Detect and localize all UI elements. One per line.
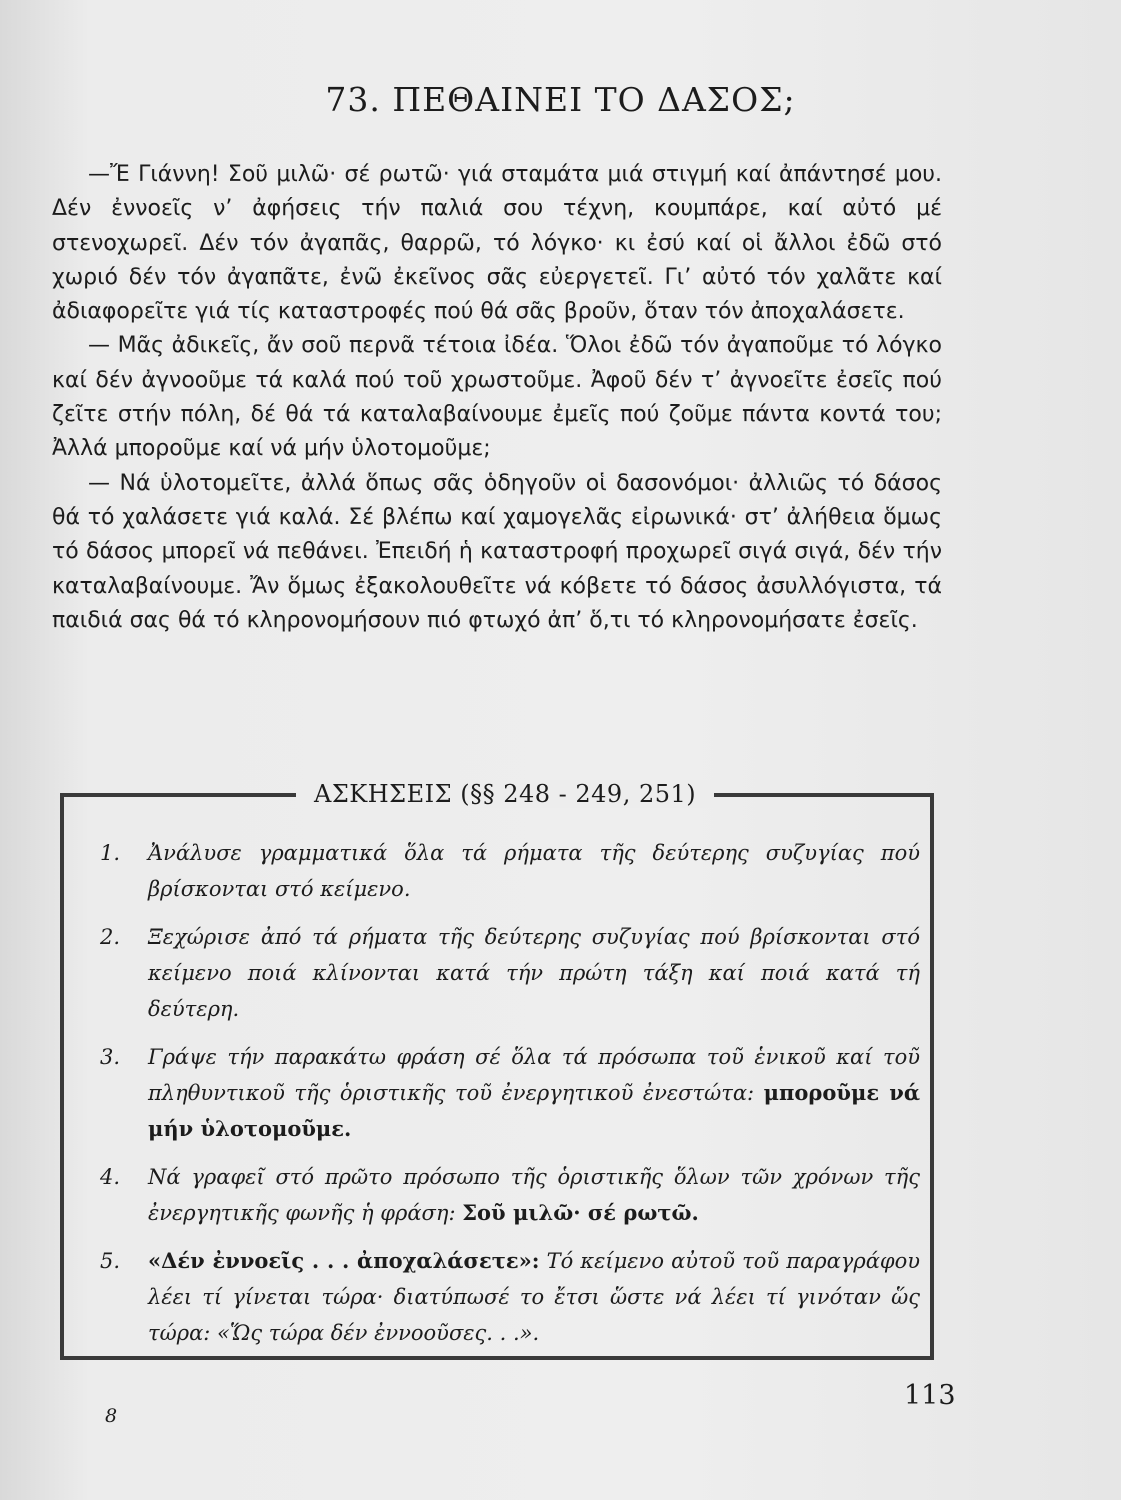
exercise-phrase: «Δέν ἐννοεῖς . . . ἀποχαλάσετε»:	[148, 1248, 540, 1273]
paragraph: —Ἔ Γιάννη! Σοῦ μιλῶ· σέ ρωτῶ· γιά σταμάτα μιά στιγμή καί ἀπάντησέ μου. Δέν ἐννοεῖς ν’ ἀφήσεις τήν παλιά σου τέχνη, κουμπάρε, καί αὐτό μέ στενοχωρεῖ. Δέν τόν ἀγαπᾶς, θαρρῶ, τό λόγκο· κι ἐσύ καί οἱ ἄλλοι ἐδῶ στό χωριό δέν τόν ἀγαπᾶτε, ἐνῶ ἐκεῖνος σᾶς εὐεργετεῖ. Γι’ αὐτό τόν χαλᾶτε καί ἀδιαφορεῖτε γιά τίς καταστροφές πού θά σᾶς βροῦν, ὅταν τόν ἀποχαλάσετε.	[52, 162, 942, 325]
exercise-number: 2.	[100, 925, 121, 949]
exercise-number: 1.	[100, 841, 121, 865]
exercise-item	[100, 1039, 920, 1147]
exercise-number: 4.	[100, 1165, 121, 1189]
exercise-text	[148, 1159, 920, 1231]
exercise-number: 3.	[100, 1045, 121, 1069]
exercise-phrase: μποροῦμε νά μήν ὑλοτομοῦμε.	[148, 1080, 920, 1141]
paragraph: — Νά ὑλοτομεῖτε, ἀλλά ὅπως σᾶς ὁδηγοῦν οἱ δασονόμοι· ἀλλιῶς τό δάσος θά τό χαλάσετε γιά καλά. Σέ βλέπω καί χαμογελᾶς εἰρωνικά· στ’ ἀλήθεια ὅμως τό δάσος μπορεῖ νά πεθάνει. Ἐπειδή ἡ καταστροφή προχωρεῖ σιγά σιγά, δέν τήν καταλαβαίνουμε. Ἄν ὅμως ἐξακολουθεῖτε νά κόβετε τό δάσος ἀσυλλόγιστα, τά παιδιά σας θά τό κληρονομήσουν πιό φτωχό ἀπ’ ὅ,τι τό κληρονομήσατε ἐσεῖς.	[52, 470, 942, 633]
exercises-heading: ΑΣΚΗΣΕΙΣ (§§ 248 - 249, 251)	[296, 780, 714, 808]
lesson-text	[52, 158, 942, 638]
lesson-title: 73. ΠΕΘΑΙΝΕΙ ΤΟ ΔΑΣΟΣ;	[325, 80, 796, 119]
exercise-number: 5.	[100, 1249, 121, 1273]
exercise-prompt: Γράψε τήν παρακάτω φράση σέ ὅλα τά πρόσωπα τοῦ ἑνικοῦ καί τοῦ πληθυντικοῦ τῆς ὁριστικῆς τοῦ ἐνεργητικοῦ ἐνεστώτα:	[148, 1045, 920, 1105]
exercise-prompt: Ξεχώρισε ἀπό τά ρήματα τῆς δεύτερης συζυγίας πού βρίσκονται στό κείμενο ποιά κλίνονται κατά τήν πρώτη τάξη καί ποιά κατά τή δεύτερη.	[148, 925, 920, 1021]
exercise-text	[148, 1039, 920, 1147]
exercise-item	[100, 1243, 920, 1351]
exercise-item	[100, 835, 920, 907]
exercise-text	[148, 835, 920, 907]
exercise-prompt: Τό κείμενο αὐτοῦ τοῦ παραγράφου λέει τί γίνεται τώρα· διατύπωσέ το ἔτσι ὥστε νά λέει τί γινόταν ὥς τώρα: «Ὥς τώρα δέν ἐννοοῦσες. . .».	[148, 1249, 920, 1345]
signature-mark: 8	[105, 1405, 118, 1427]
exercise-prompt: Ἀνάλυσε γραμματικά ὅλα τά ρήματα τῆς δεύτερης συζυγίας πού βρίσκονται στό κείμενο.	[148, 841, 920, 901]
exercise-prompt: Νά γραφεῖ στό πρῶτο πρόσωπο τῆς ὁριστικῆς ὅλων τῶν χρόνων τῆς ἐνεργητικῆς φωνῆς ἡ φράση:	[148, 1165, 920, 1225]
exercise-item	[100, 919, 920, 1027]
exercise-item	[100, 1159, 920, 1231]
exercises-list	[100, 835, 920, 1363]
exercise-text	[148, 1243, 920, 1351]
exercise-text	[148, 919, 920, 1027]
exercise-phrase: Σοῦ μιλῶ· σέ ρωτῶ.	[462, 1200, 699, 1225]
page-number: 113	[904, 1380, 956, 1411]
paragraph: — Μᾶς ἀδικεῖς, ἄν σοῦ περνᾶ τέτοια ἰδέα. Ὅλοι ἐδῶ τόν ἀγαποῦμε τό λόγκο καί δέν ἀγνοοῦμε τά καλά πού τοῦ χρωστοῦμε. Ἀφοῦ δέν τ’ ἀγνοεῖτε ἐσεῖς πού ζεῖτε στήν πόλη, δέ θά τά καταλαβαίνουμε ἐμεῖς πού ζοῦμε πάντα κοντά του; Ἀλλά μποροῦμε καί νά μήν ὑλοτομοῦμε;	[52, 333, 942, 462]
